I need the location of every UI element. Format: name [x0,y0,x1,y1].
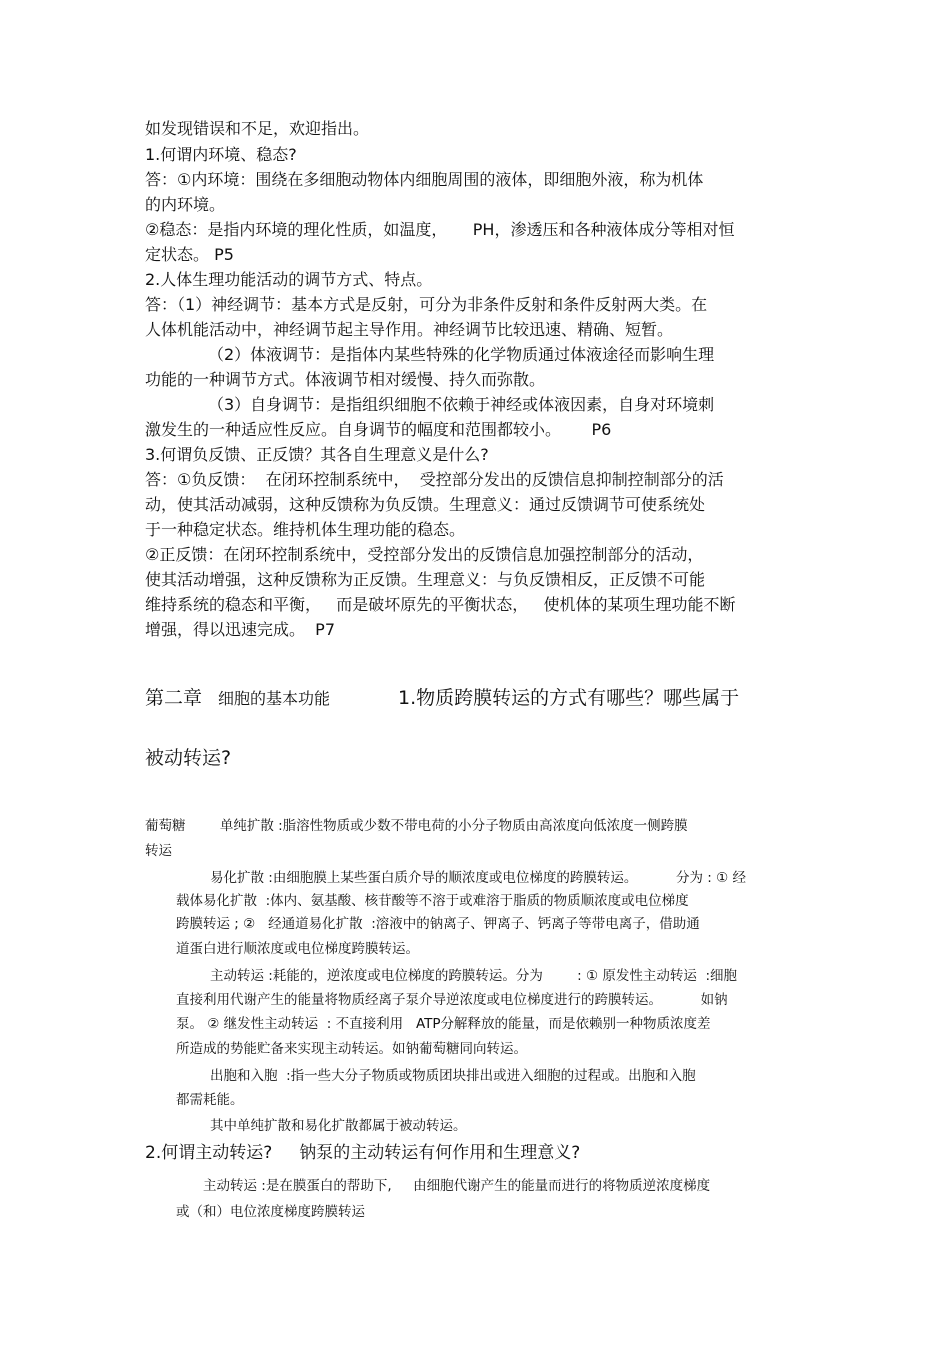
text-line: 主动转运 :是在膜蛋白的帮助下, 由细胞代谢产生的能量而进行的将物质逆浓度梯度 [203,1178,711,1194]
text-line: ②稳态：是指内环境的理化性质，如温度， PH，渗透压和各种液体成分等相对恒 [145,220,735,239]
text-line: 功能的一种调节方式。体液调节相对缓慢、持久而弥散。 [145,370,546,389]
text-line: 泵。 ② 继发性主动转运 : 不直接利用 ATP分解释放的能量，而是依赖别一种物质浓度差 [176,1016,711,1032]
text-line: 跨膜转运 ; ② 经通道易化扩散 :溶液中的钠离子、钾离子、钙离子等带电离子，借助通 [176,916,700,932]
text-line: 易化扩散 :由细胞膜上某些蛋白质介导的顺浓度或电位梯度的跨膜转运。 分为 : ① 经 [210,870,746,886]
text-line: 出胞和入胞 :指一些大分子物质或物质团块排出或进入细胞的过程或。出胞和入胞 [210,1068,696,1084]
text-line: 增强，得以迅速完成。 P7 [145,620,336,639]
text-line: （2）体液调节：是指体内某些特殊的化学物质通过体液途径而影响生理 [208,345,715,364]
text-line: （3）自身调节：是指组织细胞不依赖于神经或体液因素，自身对环境刺 [208,395,715,414]
text-line: 都需耗能。 [176,1092,244,1108]
text-line: 激发生的一种适应性反应。自身调节的幅度和范围都较小。 P6 [145,420,612,439]
text-line: 所造成的势能贮备来实现主动转运。如钠葡萄糖同向转运。 [176,1041,527,1057]
text-line: 如发现错误和不足，欢迎指出。 [145,119,370,138]
text-line: 动，使其活动减弱，这种反馈称为负反馈。生理意义：通过反馈调节可使系统处 [145,495,706,514]
text-line: 定状态。 P5 [145,245,234,264]
text-line: 于一种稳定状态。维持机体生理功能的稳态。 [145,520,466,539]
text-line: 使其活动增强，这种反馈称为正反馈。生理意义：与负反馈相反，正反馈不可能 [145,570,706,589]
question-3: 3.何谓负反馈、正反馈？其各自生理意义是什么? [145,445,489,464]
text-line: 主动转运 :耗能的，逆浓度或电位梯度的跨膜转运。分为 : ① 原发性主动转运 :细胞 [210,968,738,984]
chapter-question-1-cont: 被动转运? [145,747,232,769]
text-line: 载体易化扩散 :体内、氨基酸、核苷酸等不溶于或难溶于脂质的物质顺浓度或电位梯度 [176,893,689,909]
text-line: ②正反馈：在闭环控制系统中，受控部分发出的反馈信息加强控制部分的活动， [145,545,704,564]
text-line: 答：①内环境：围绕在多细胞动物体内细胞周围的液体，即细胞外液，称为机体 [145,170,704,189]
text-line: 葡萄糖 单纯扩散 :脂溶性物质或少数不带电荷的小分子物质由高浓度向低浓度一侧跨膜 [145,818,688,834]
text-line: 直接利用代谢产生的能量将物质经离子泵介导逆浓度或电位梯度进行的跨膜转运。 如钠 [176,992,728,1008]
text-line: 或（和）电位浓度梯度跨膜转运 [176,1204,365,1220]
text-line: 其中单纯扩散和易化扩散都属于被动转运。 [210,1118,467,1134]
text-line: 答：（1）神经调节：基本方式是反射，可分为非条件反射和条件反射两大类。在 [145,295,708,314]
question-1: 1.何谓内环境、稳态? [145,145,297,164]
question-heading: 2.何谓主动转运? 钠泵的主动转运有何作用和生理意义? [145,1143,581,1163]
chapter-title: 细胞的基本功能 [218,689,331,708]
text-line: 答：①负反馈： 在闭环控制系统中， 受控部分发出的反馈信息抑制控制部分的活 [145,470,724,489]
text-line: 维持系统的稳态和平衡， 而是破坏原先的平衡状态， 使机体的某项生理功能不断 [145,595,736,614]
text-line: 转运 [145,843,172,859]
text-line: 的内环境。 [145,195,226,214]
chapter-number: 第二章 [145,687,203,709]
text-line: 道蛋白进行顺浓度或电位梯度跨膜转运。 [176,941,419,957]
question-2: 2.人体生理功能活动的调节方式、特点。 [145,270,433,289]
text-line: 人体机能活动中，神经调节起主导作用。神经调节比较迅速、精确、短暂。 [145,320,674,339]
chapter-question-1: 1.物质跨膜转运的方式有哪些？哪些属于 [398,687,740,709]
